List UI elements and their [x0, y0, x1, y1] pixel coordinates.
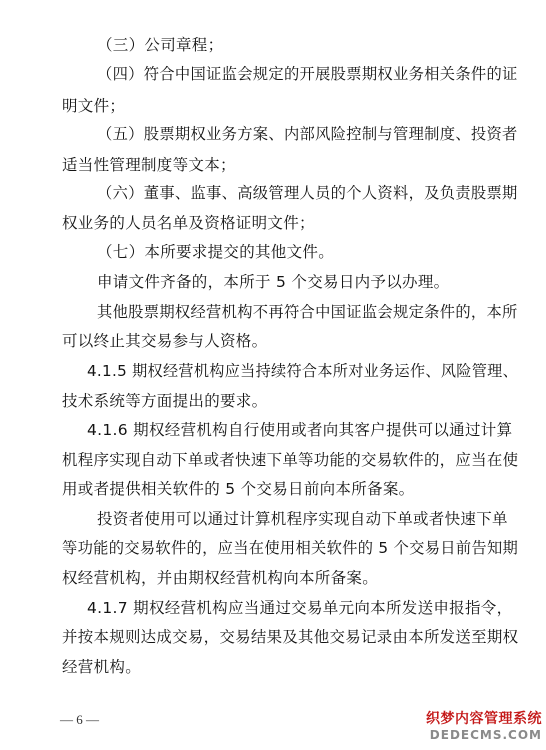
text-line: 4.1.7 期权经营机构应当通过交易单元向本所发送申报指令，: [87, 599, 513, 617]
watermark: [426, 708, 542, 742]
text-line: 机程序实现自动下单或者快速下单等功能的交易软件的，应当在使: [62, 451, 519, 469]
text-line: 明文件；: [62, 97, 126, 115]
text-line: （五）股票期权业务方案、内部风险控制与管理制度、投资者: [97, 125, 518, 143]
text-line: （六）董事、监事、高级管理人员的个人资料，及负责股票期: [97, 184, 518, 202]
text-line: 申请文件齐备的，本所于 5 个交易日内予以办理。: [97, 273, 450, 291]
text-line: 4.1.6 期权经营机构自行使用或者向其客户提供可以通过计算: [87, 421, 513, 439]
text-line: 权经营机构，并由期权经营机构向本所备案。: [62, 569, 379, 587]
text-line: 权业务的人员名单及资格证明文件；: [62, 214, 315, 232]
watermark-title: 织梦内容管理系统: [426, 711, 542, 727]
text-line: 其他股票期权经营机构不再符合中国证监会规定条件的，本所: [97, 303, 518, 321]
text-line: 等功能的交易软件的，应当在使用相关软件的 5 个交易日前告知期: [62, 539, 519, 557]
text-line: （三）公司章程；: [97, 36, 224, 54]
text-line: 4.1.5 期权经营机构应当持续符合本所对业务运作、风险管理、: [87, 362, 519, 380]
text-line: 适当性管理制度等文本；: [62, 156, 236, 174]
watermark-domain: DEDECMS.COM: [429, 728, 542, 742]
text-line: 并按本规则达成交易，交易结果及其他交易记录由本所发送至期权: [62, 628, 519, 646]
text-line: 经营机构。: [62, 658, 142, 676]
text-line: 投资者使用可以通过计算机程序实现自动下单或者快速下单: [97, 510, 508, 528]
text-line: （七）本所要求提交的其他文件。: [97, 243, 335, 261]
page-number: — 6 —: [60, 712, 99, 727]
text-line: 可以终止其交易参与人资格。: [62, 332, 268, 350]
text-line: 技术系统等方面提出的要求。: [62, 392, 268, 410]
text-line: 用或者提供相关软件的 5 个交易日前向本所备案。: [62, 480, 415, 498]
text-line: （四）符合中国证监会规定的开展股票期权业务相关条件的证: [97, 65, 518, 83]
